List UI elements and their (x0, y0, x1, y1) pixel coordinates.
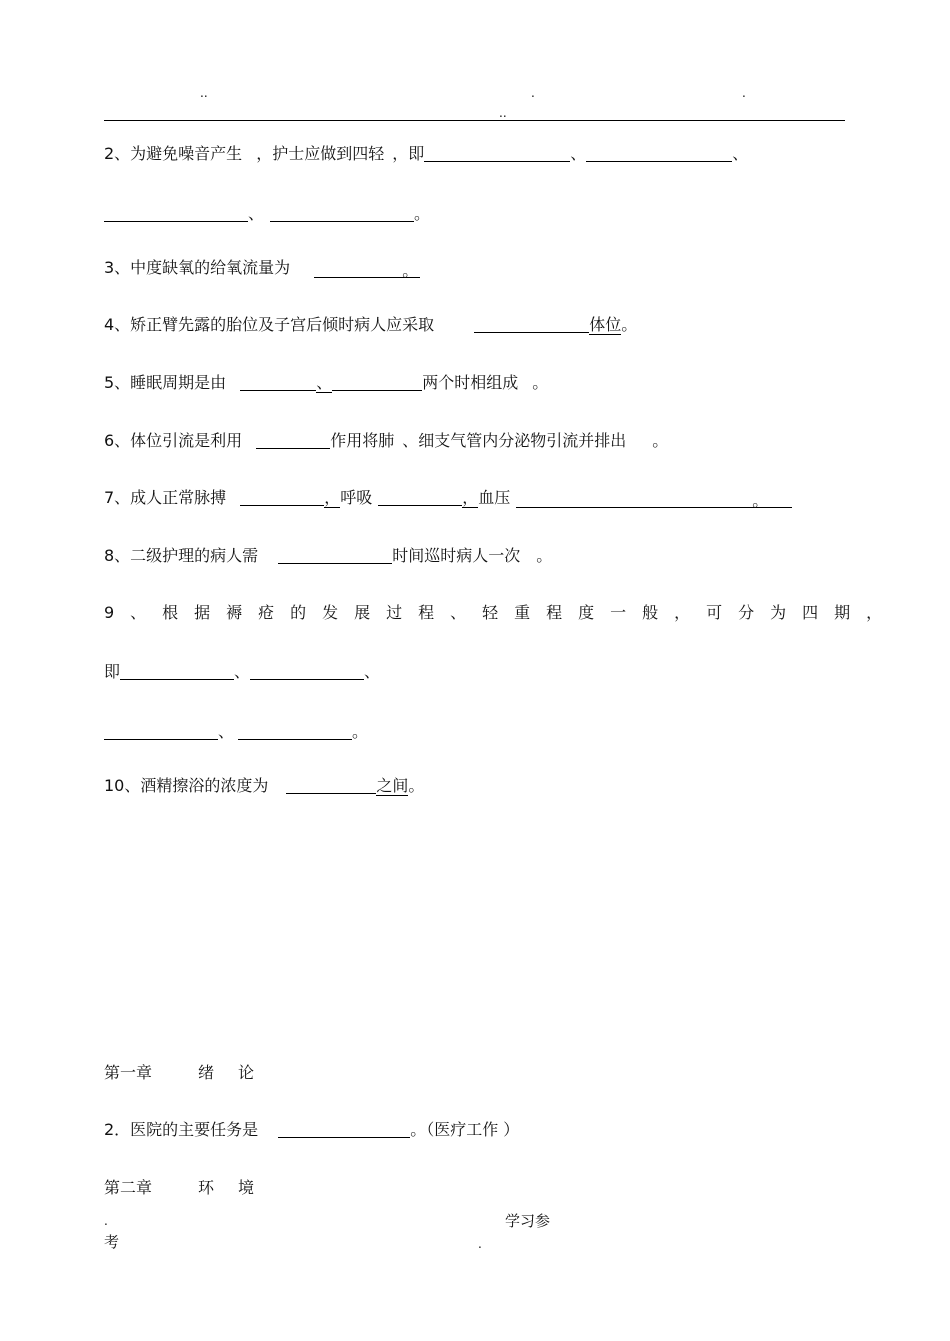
question-text: 6、体位引流是利用 (104, 431, 243, 450)
question-text: 2．医院的主要任务是 (104, 1120, 259, 1139)
question-text: 10、酒精擦浴的浓度为 (104, 776, 269, 795)
question-text: 8、二级护理的病人需 (104, 546, 259, 565)
answer-blank[interactable] (104, 723, 218, 740)
answer-blank[interactable] (240, 374, 316, 391)
header-mark: . (531, 86, 535, 100)
question-9-line2: 即 、 、 (104, 662, 381, 681)
answer-blank[interactable] (250, 663, 364, 680)
answer-hint: （医疗工作 ） (426, 1120, 520, 1139)
header-mark: .. (200, 86, 208, 100)
answer-blank[interactable] (256, 432, 330, 449)
question-7: 7、成人正常脉搏 ，呼吸 ，血压 。 (104, 488, 792, 508)
chapter-1-question-2: 2．医院的主要任务是 。（医疗工作 ） (104, 1120, 520, 1139)
footer-text: 考 (104, 1233, 120, 1251)
answer-blank[interactable] (278, 1121, 410, 1138)
answer-blank[interactable] (240, 489, 324, 506)
question-2-line2: 、 。 (104, 204, 430, 224)
footer-mark: . (104, 1214, 108, 1228)
answer-blank[interactable] (378, 489, 462, 506)
question-text: 2、为避免噪音产生 (104, 144, 243, 163)
answer-blank[interactable] (120, 663, 234, 680)
question-9-line1: 9、根据褥疮的发展过程、轻重程度一般，可分为四期， (104, 603, 899, 622)
answer-blank[interactable] (424, 145, 570, 162)
answer-blank[interactable] (270, 205, 414, 222)
question-6: 6、体位引流是利用 作用将肺 、细支气管内分泌物引流并排出 。 (104, 431, 669, 450)
header-rule (104, 120, 845, 121)
answer-blank[interactable] (332, 374, 422, 391)
question-3 (104, 258, 420, 278)
question-text: 3、中度缺氧的给氧流量为 (104, 258, 291, 277)
answer-blank[interactable]: 。 (516, 491, 792, 508)
chapter-2-heading: 第二章 环 境 (104, 1178, 255, 1197)
header-mark: . (742, 86, 746, 100)
question-2-line1: 2、为避免噪音产生 ，护士应做到四轻 ，即 、 、 (104, 144, 749, 163)
answer-blank[interactable] (286, 777, 376, 794)
question-4: 4、矫正臂先露的胎位及子宫后倾时病人应采取 体位。 (104, 315, 638, 334)
footer-text: 学习参 (505, 1212, 551, 1230)
header-mark: .. (499, 106, 507, 120)
question-9-line3: 、 。 (104, 722, 368, 742)
answer-blank[interactable] (278, 547, 392, 564)
answer-blank[interactable]: 。 (314, 261, 420, 278)
answer-blank[interactable] (586, 145, 732, 162)
question-text: 7、成人正常脉搏 (104, 488, 227, 507)
chapter-1-heading: 第一章 绪 论 (104, 1063, 255, 1082)
question-5: 5、睡眠周期是由 、 两个时相组成 。 (104, 373, 549, 392)
question-10: 10、酒精擦浴的浓度为 之间。 (104, 776, 425, 795)
answer-blank[interactable] (474, 316, 589, 333)
footer-mark: . (478, 1237, 482, 1251)
question-text: 5、睡眠周期是由 (104, 373, 227, 392)
question-text: 4、矫正臂先露的胎位及子宫后倾时病人应采取 (104, 315, 435, 334)
answer-blank[interactable] (104, 205, 248, 222)
answer-blank[interactable] (238, 723, 352, 740)
question-8: 8、二级护理的病人需 时间巡时病人一次 。 (104, 546, 553, 565)
